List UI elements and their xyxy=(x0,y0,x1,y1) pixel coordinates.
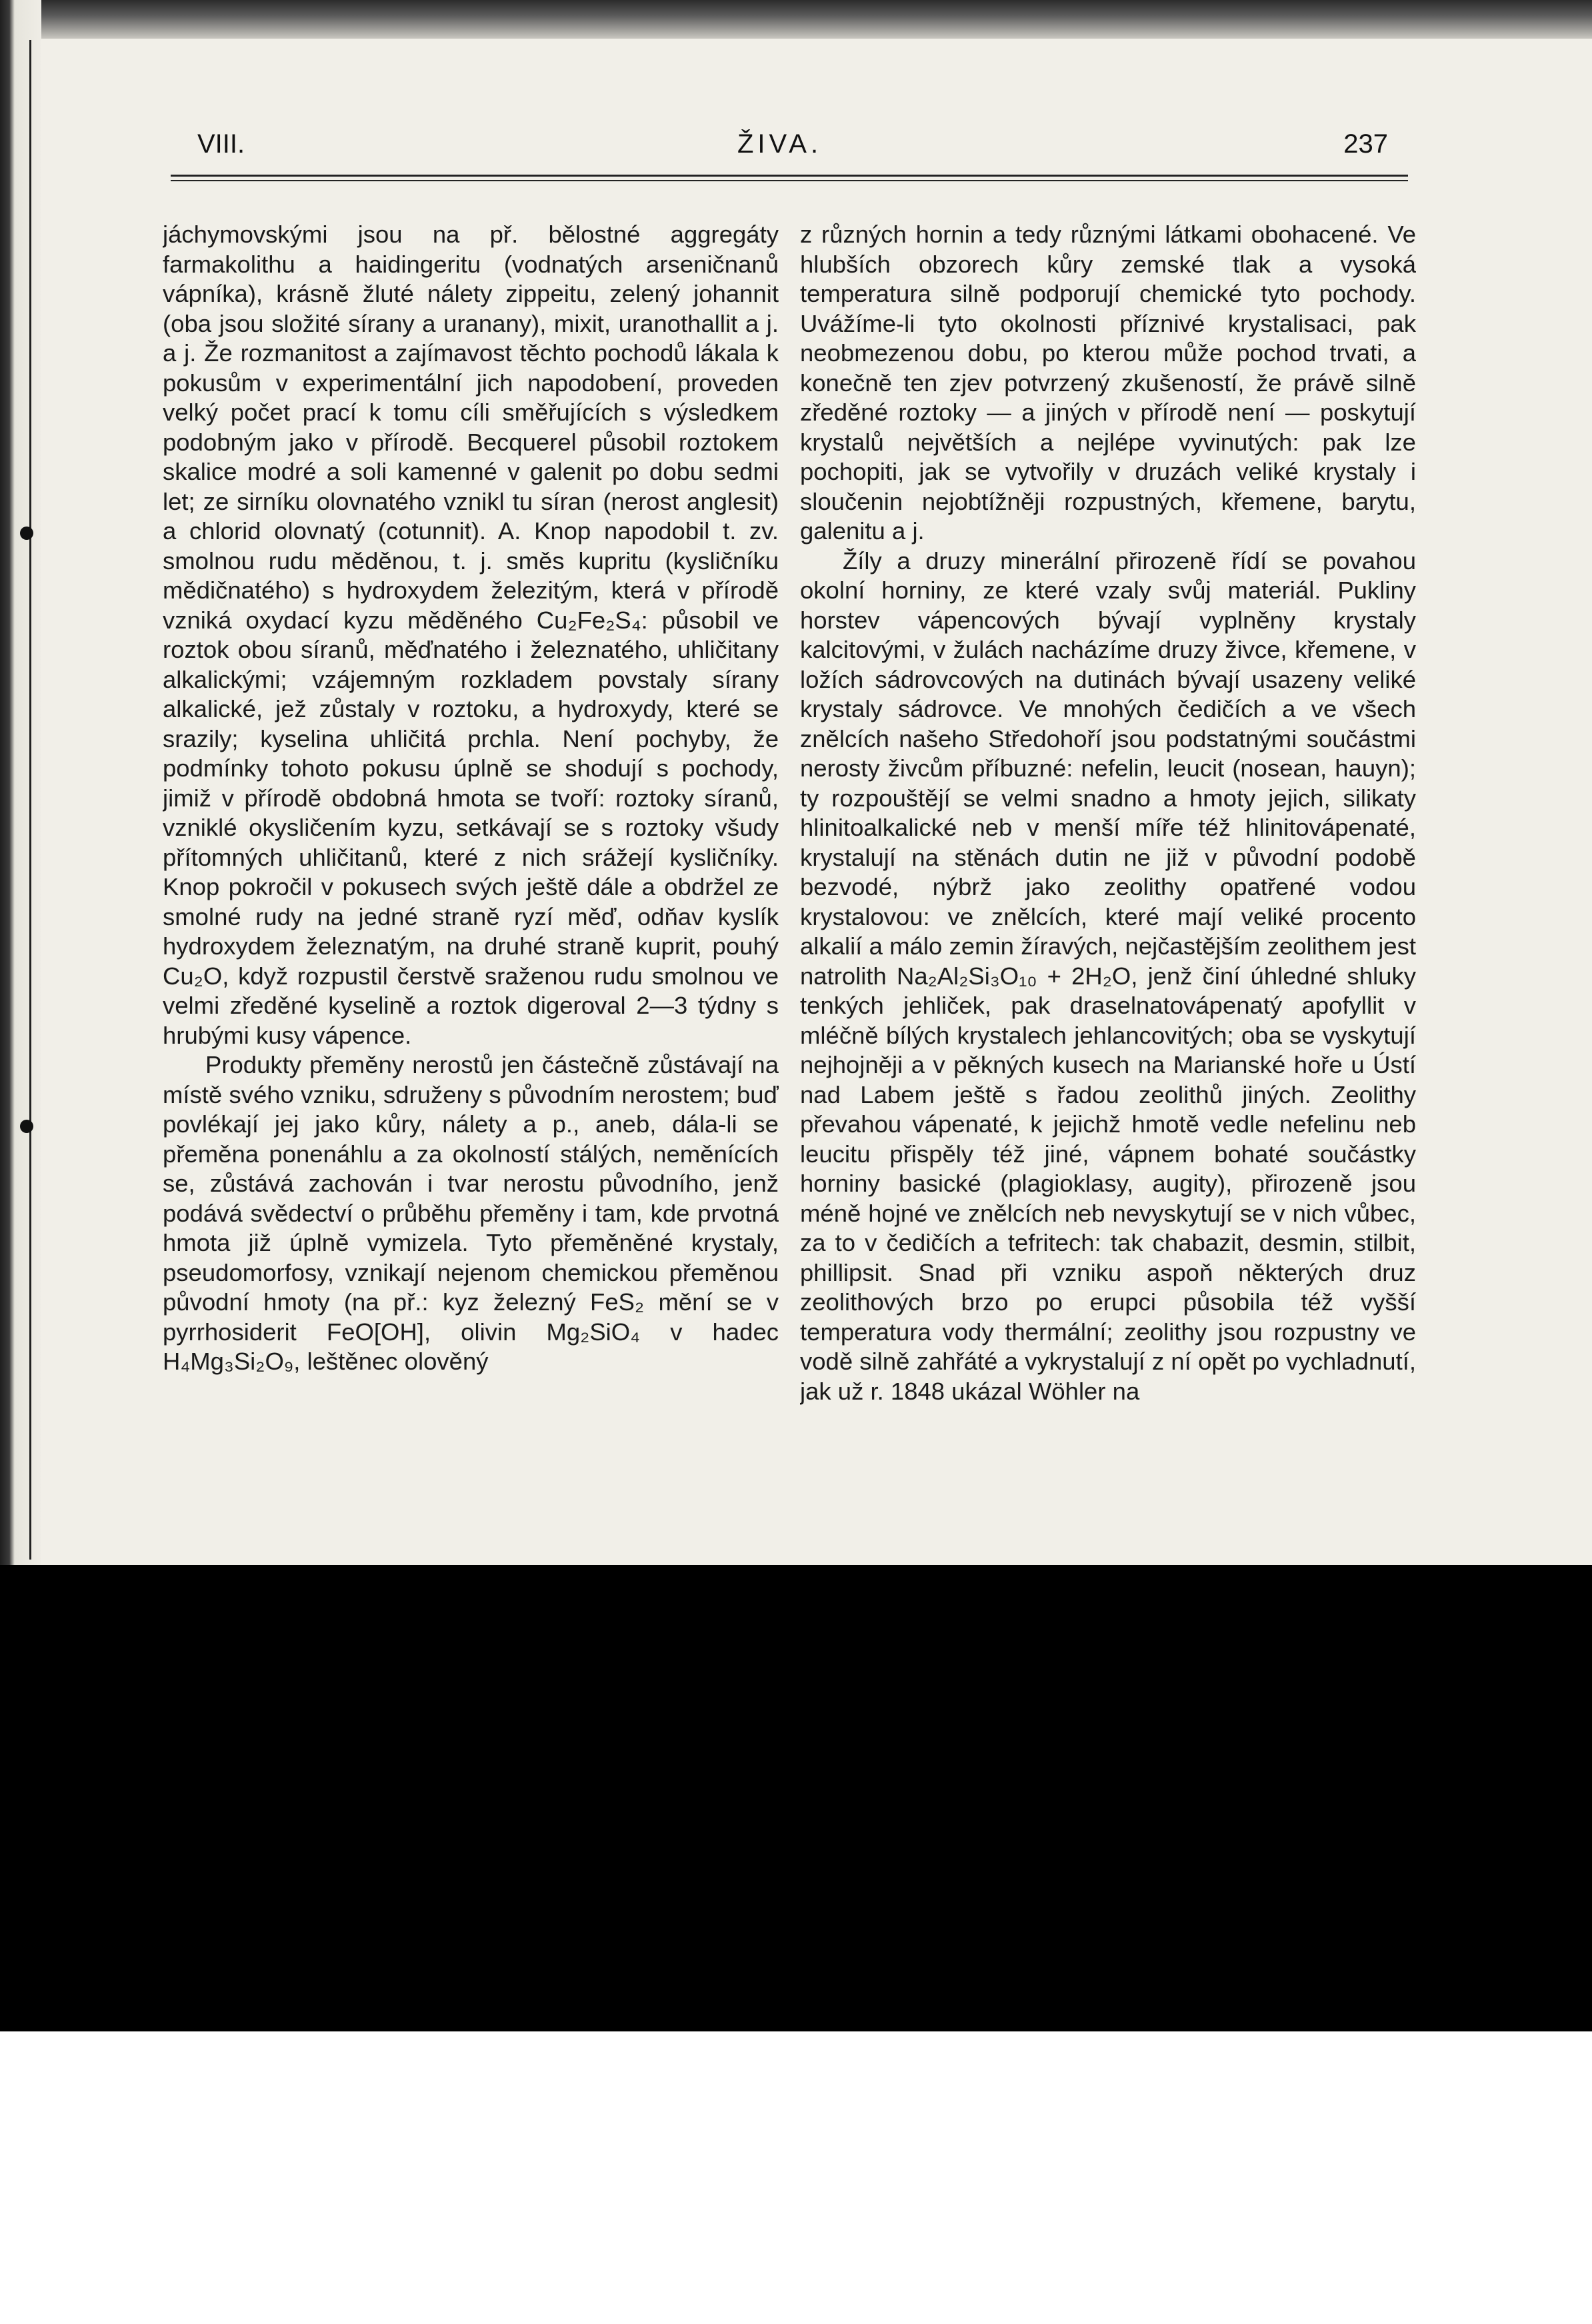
paragraph: jáchymovskými jsou na př. bělostné aggregáty farmakolithu a haidingeritu (vodnatých arseničnanů vápníka), krásně žluté nálety zippeitu, zelený johannit (oba jsou složité sírany a uranany), mixit, uranothallit a j. a j. Že rozmanitost a zajímavost těchto pochodů lákala k pokusům v experimentální jich napodobení, proveden velký počet prací k tomu cíli směřujících s výsledkem podobným jako v přírodě. Becquerel působil roztokem skalice modré a soli kamenné v galenit po dobu sedmi let; ze sirníku olovnatého vznikl tu síran (nerost anglesit) a chlorid olovnatý (cotunnit). A. Knop napodobil t. zv. smolnou rudu měděnou, t. j. směs kupritu (kysličníku mědičnatého) s hydroxydem železitým, která v přírodě vzniká oxydací kyzu měděného Cu₂Fe₂S₄: působil ve roztok obou síranů, měďnatého i železnatého, uhličitany alkalickými; vzájemným rozkladem povstaly sírany alkalické, jež zůstaly v roztoku, a hydroxydy, které se srazily; kyselina uhličitá prchla. Není pochyby, že podmínky tohoto pokusu úplně se shodují s pochody, jimiž v přírodě obdobná hmota se tvoří: roztoky síranů, vzniklé okysličením kyzu, setkávají se s roztoky všudy přítomných uhličitanů, které z nich srážejí kysličníky. Knop pokročil v pokusech svých ještě dále a obdržel ze smolné rudy na jedné straně ryzí měď, odňav kyslík hydroxydem železnatým, na druhé straně kuprit, pouhý Cu₂O, když rozpustil čerstvě sraženou rudu smolnou ve velmi zředěné kyselině a roztok digeroval 2—3 týdny s hrubými kusy vápence. xyxy=(163,221,779,1049)
binding-line xyxy=(29,40,31,1560)
left-column xyxy=(163,220,779,1546)
scan-left-edge xyxy=(0,0,41,1565)
paragraph: Produkty přeměny nerostů jen částečně zůstávají na místě svého vzniku, sdruženy s původním nerostem; buď povlékají jej jako kůry, nálety a p., aneb, dála-li se přeměna ponenáhlu a za okolností stálých, neměnících se, zůstává zachován i tvar nerostu původního, jenž podává svědectví o průběhu přeměny i tam, kde prvotná hmota již úplně vymizela. Tyto přeměněné krystaly, pseudomorfosy, vznikají nejenom chemickou přeměnou původní hmoty (na př.: kyz železný FeS₂ mění se v pyrrhosiderit FeO[OH], olivin Mg₂SiO₄ v hadec H₄Mg₃Si₂O₉, leštěnec olověný xyxy=(163,1051,779,1375)
paragraph: z různých hornin a tedy různými látkami obohacené. Ve hlubších obzorech kůry zemské tlak a vysoká temperatura silně podporují chemické tyto pochody. Uvážíme-li tyto okolnosti příznivé krystalisaci, pak neobmezenou dobu, po kterou může pochod trvati, a konečně ten zjev potvrzený zkušeností, že právě silně zředěné roztoky — a jiných v přírodě není — poskytují krystalů největších a nejlépe vyvinutých: pak lze pochopiti, jak se vytvořily v druzách veliké krystaly i sloučenin nejobtížněji rozpustných, křemene, barytu, galenitu a j. xyxy=(800,221,1416,545)
section-number: VIII. xyxy=(197,129,245,159)
journal-title: ŽIVA. xyxy=(737,129,823,159)
binding-hole-mark xyxy=(20,527,33,540)
paragraph: Žíly a druzy minerální přirozeně řídí se povahou okolní horniny, ze které vzaly svůj materiál. Pukliny horstev vápencových bývají vyplněny krystaly kalcitovými, v žulách nacházíme druzy živce, křemene, v ložích sádrovcových na dutinách bývají usazeny veliké krystaly sádrovce. Ve mnohých čedičích a ve všech znělcích našeho Středohoří jsou podstatnými součástmi nerosty živcům příbuzné: nefelin, leucit (nosean, hauyn); ty rozpouštějí se velmi snadno a hmoty jejich, silikaty hlinitoalkalické neb v menší míře též hlinitovápenaté, krystalují na stěnách dutin ne již v původní podobě bezvodé, nýbrž jako zeolithy opatřené vodou krystalovou: ve znělcích, které mají veliké procento alkalií a málo zemin žíravých, nejčastějším zeolithem jest natrolith Na₂Al₂Si₃O₁₀ + 2H₂O, jenž činí úhledné shluky tenkých jehliček, pak draselnatovápenatý apofyllit v mléčně bílých krystalech jehlancovitých; oba se vyskytují nejhojněji a v pěkných kusech na Marianské hoře u Ústí nad Labem ještě s řadou zeolithů jiných. Zeolithy převahou vápenaté, k jejichž hmotě vedle nefelinu neb leucitu přispěly též jiné, vápnem bohaté součástky horniny basické (plagioklasy, augity), přirozeně jsou méně hojné ve znělcích neb nevyskytují se v nich vůbec, za to v čedičích a tefritech: tak chabazit, desmin, stilbit, phillipsit. Snad při vzniku aspoň některých druz zeolithových brzo po erupci působila též vyšší temperatura vody thermální; zeolithy jsou rozpustny ve vodě silně zahřáté a vykrystalují z ní opět po vychladnutí, jak už r. 1848 ukázal Wöhler na xyxy=(800,547,1416,1405)
page-number: 237 xyxy=(1343,129,1388,159)
blacked-out-region xyxy=(0,1565,1592,2031)
binding-hole-mark xyxy=(20,1120,33,1133)
header-rule-top xyxy=(171,175,1408,177)
scan-top-edge xyxy=(0,0,1592,39)
running-header xyxy=(197,129,1388,169)
right-column xyxy=(800,220,1416,1546)
header-rule-bottom xyxy=(171,180,1408,181)
